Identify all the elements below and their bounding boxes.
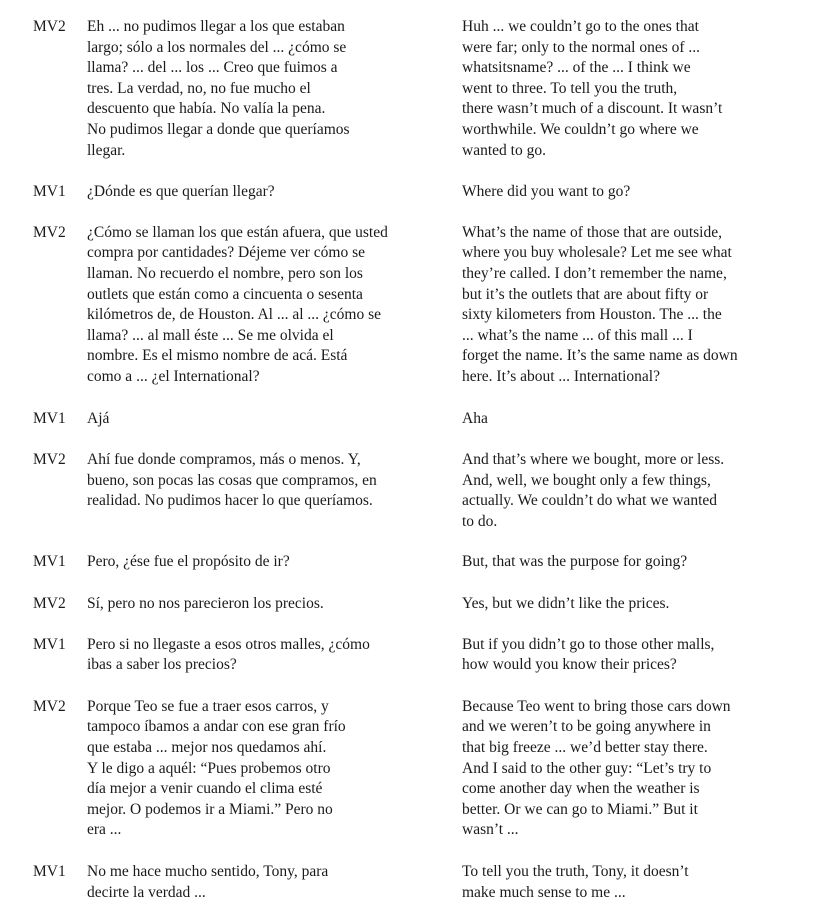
spanish-line: kilómetros de, de Houston. Al ... al ... ¿cómo se: [87, 306, 382, 324]
english-line: there wasn’t much of a discount. It wasn’t: [462, 100, 723, 118]
spanish-line: [87, 512, 447, 533]
spanish-line: llama? ... al mall éste ... Se me olvida el: [87, 326, 334, 344]
english-line: actually. We couldn’t do what we wanted: [462, 492, 718, 510]
english-text: [462, 862, 802, 903]
english-line: to do.: [462, 512, 498, 530]
spanish-line: compra por cantidades? Déjeme ver cómo se: [87, 244, 366, 262]
spanish-line: Ahí fue donde compramos, más o menos. Y,: [87, 451, 361, 469]
spanish-text: [87, 594, 447, 615]
english-line: and we weren’t to be going anywhere in: [462, 718, 711, 736]
english-line: Because Teo went to bring those cars down: [462, 697, 731, 715]
spanish-line: ¿Cómo se llaman los que están afuera, que usted: [87, 223, 388, 241]
spanish-line: No me hace mucho sentido, Tony, para: [87, 863, 329, 880]
english-line: went to three. To tell you the truth,: [462, 79, 678, 97]
spanish-line: outlets que están como a cincuenta o sesenta: [87, 285, 363, 303]
spanish-line: llaman. No recuerdo el nombre, pero son los: [87, 264, 363, 282]
spanish-line: tres. La verdad, no, no fue mucho el: [87, 79, 311, 97]
english-text: [462, 223, 802, 388]
spanish-line: día mejor a venir cuando el clima esté: [87, 780, 323, 798]
spanish-line: mejor. O podemos ir a Miami.” Pero no: [87, 800, 333, 818]
spanish-line: llama? ... del ... los ... Creo que fuimos a: [87, 59, 338, 77]
english-line: And, well, we bought only a few things,: [462, 471, 711, 489]
english-text: [462, 697, 802, 841]
turn-5: [0, 450, 835, 532]
english-line: make much sense to me ...: [462, 883, 626, 901]
english-text: [462, 594, 802, 615]
english-line: forget the name. It’s the same name as down: [462, 347, 738, 365]
spanish-line: decirte la verdad ...: [87, 883, 206, 901]
speaker-label: MV2: [33, 697, 66, 715]
spanish-line: Sí, pero no nos parecieron los precios.: [87, 595, 324, 613]
turn-1: [0, 17, 835, 161]
english-line: Aha: [462, 409, 488, 427]
speaker-label: MV1: [33, 409, 66, 427]
english-line: but it’s the outlets that are about fifty or: [462, 285, 709, 303]
speaker-label: MV2: [33, 595, 66, 613]
english-line: ... what’s the name ... of this mall ... I: [462, 326, 693, 344]
speaker-label: MV1: [33, 183, 66, 201]
english-line: sixty kilometers from Houston. The ... the: [462, 306, 722, 324]
spanish-text: [87, 697, 447, 841]
spanish-text: [87, 409, 447, 430]
english-line: But, that was the purpose for going?: [462, 553, 688, 571]
english-line: where you buy wholesale? Let me see what: [462, 244, 732, 262]
english-line: they’re called. I don’t remember the name,: [462, 264, 727, 282]
spanish-line: Porque Teo se fue a traer esos carros, y: [87, 697, 329, 715]
transcript-page: [0, 17, 835, 903]
turn-8: [0, 635, 835, 676]
english-line: To tell you the truth, Tony, it doesn’t: [462, 863, 689, 880]
english-line: And I said to the other guy: “Let’s try to: [462, 759, 712, 777]
english-line: Where did you want to go?: [462, 183, 631, 201]
spanish-line: que estaba ... mejor nos quedamos ahí.: [87, 739, 327, 757]
spanish-text: [87, 17, 447, 161]
spanish-line: Ajá: [87, 409, 110, 427]
spanish-line: era ...: [87, 821, 122, 839]
english-text: [462, 409, 802, 430]
spanish-line: como a ... ¿el International?: [87, 367, 260, 385]
spanish-line: tampoco íbamos a andar con ese gran frío: [87, 718, 346, 736]
spanish-line: Y le digo a aquél: “Pues probemos otro: [87, 759, 331, 777]
english-line: wanted to go.: [462, 141, 546, 159]
english-line: What’s the name of those that are outside,: [462, 223, 722, 241]
spanish-text: [87, 635, 447, 676]
spanish-text: [87, 862, 447, 903]
english-line: better. Or we can go to Miami.” But it: [462, 800, 698, 818]
turn-2: [0, 182, 835, 203]
spanish-line: No pudimos llegar a donde que queríamos: [87, 120, 350, 138]
english-line: Yes, but we didn’t like the prices.: [462, 595, 670, 613]
english-line: how would you know their prices?: [462, 656, 677, 674]
speaker-label: MV2: [33, 223, 66, 241]
speaker-label: MV1: [33, 863, 66, 880]
turn-7: [0, 594, 835, 615]
spanish-line: Eh ... no pudimos llegar a los que estaban: [87, 18, 345, 35]
spanish-line: realidad. No pudimos hacer lo que queríamos.: [87, 492, 373, 510]
speaker-label: MV1: [33, 553, 66, 571]
english-line: But if you didn’t go to those other malls,: [462, 635, 715, 653]
english-line: Huh ... we couldn’t go to the ones that: [462, 18, 699, 35]
english-line: whatsitsname? ... of the ... I think we: [462, 59, 691, 77]
english-line: And that’s where we bought, more or less.: [462, 451, 725, 469]
english-line: were far; only to the normal ones of ...: [462, 38, 701, 56]
spanish-line: Pero si no llegaste a esos otros malles, ¿cómo: [87, 635, 370, 653]
speaker-label: MV1: [33, 635, 66, 653]
spanish-line: bueno, son pocas las cosas que compramos, en: [87, 471, 377, 489]
english-line: worthwhile. We couldn’t go where we: [462, 120, 699, 138]
spanish-text: [87, 450, 447, 532]
spanish-text: [87, 223, 447, 388]
english-line: here. It’s about ... International?: [462, 367, 660, 385]
speaker-label: MV2: [33, 18, 66, 35]
english-line: wasn’t ...: [462, 821, 519, 839]
english-line: come another day when the weather is: [462, 780, 700, 798]
spanish-text: [87, 182, 447, 203]
turn-4: [0, 409, 835, 430]
spanish-line: largo; sólo a los normales del ... ¿cómo se: [87, 38, 347, 56]
turn-9: [0, 697, 835, 841]
turn-3: [0, 223, 835, 388]
turn-6: [0, 552, 835, 573]
spanish-line: nombre. Es el mismo nombre de acá. Está: [87, 347, 348, 365]
spanish-line: Pero, ¿ése fue el propósito de ir?: [87, 553, 290, 571]
english-text: [462, 552, 802, 573]
english-text: [462, 17, 802, 161]
english-text: [462, 450, 802, 532]
english-line: that big freeze ... we’d better stay there.: [462, 739, 708, 757]
turn-10: [0, 862, 835, 903]
spanish-line: llegar.: [87, 141, 126, 159]
spanish-line: descuento que había. No valía la pena.: [87, 100, 326, 118]
english-text: [462, 635, 802, 676]
spanish-line: ¿Dónde es que querían llegar?: [87, 183, 275, 201]
speaker-label: MV2: [33, 451, 66, 469]
spanish-line: ibas a saber los precios?: [87, 656, 237, 674]
english-text: [462, 182, 802, 203]
spanish-text: [87, 552, 447, 573]
